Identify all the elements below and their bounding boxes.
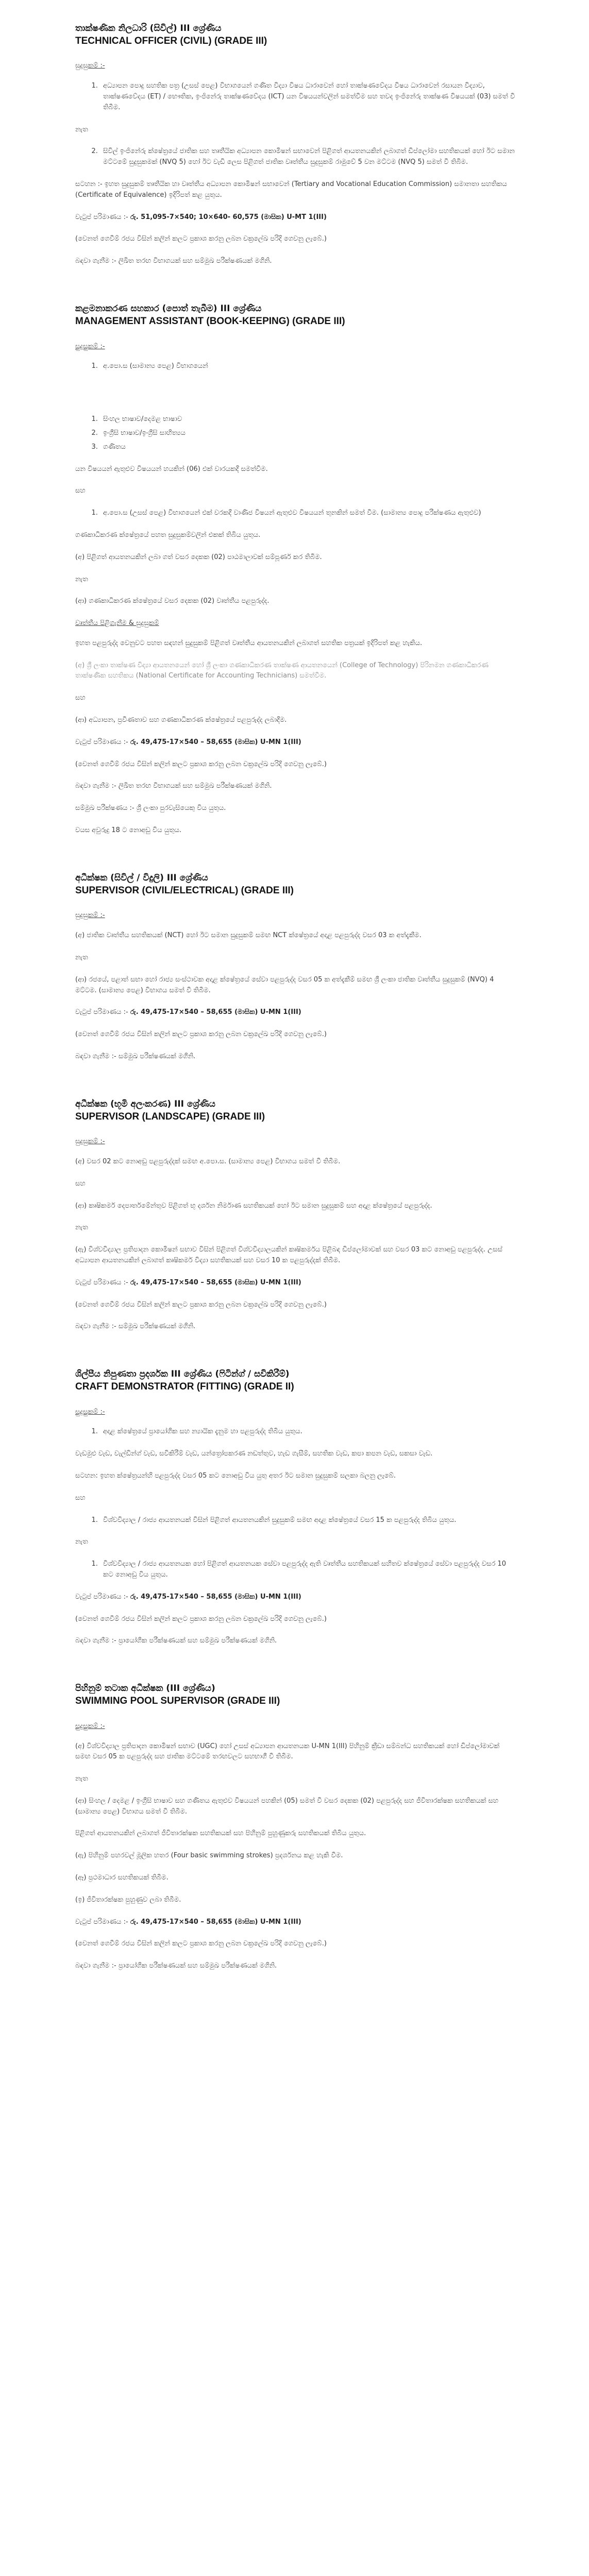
recruitment-note: බඳවා ගැනීම :- ප්‍රායෝගික පරීක්ෂණයක් සහ සම්මුඛ පරීක්ෂණයක් මගිනි.	[75, 1962, 277, 1970]
list-item: 1. අ.පො.ස (සාමාන්‍ය පෙළ) විභාගයෙන්	[100, 361, 515, 372]
paragraph: (ආ) සිංහල / දෙමළ / ඉංග්‍රීසි භාෂාව සහ ගණිතය ඇතුළුව විෂයයන් පහකින් (05) සමත් වී වසර දෙකක (02) පළපුරුද්ද සහ ජීවිතාරක්ෂක සහතිකයක් සහ (සාමාන්‍ය පෙළ) විභාගය සමත් වී තිබීම.	[75, 1797, 499, 1816]
section-title-en: SUPERVISOR (LANDSCAPE) (GRADE III)	[75, 1111, 265, 1122]
salary-line	[75, 737, 515, 748]
list-item: 1. අ.පො.ස (උසස් පෙළ) විභාගයෙන් එක් වරකදී වාණිජ විෂයන් ඇතුළුව විෂයයන් තුනකින් සමත් වීම. (සාමාන්‍ය පොදු පරීක්ෂණය ඇතුළුව)	[100, 508, 515, 519]
recruitment-note: බඳවා ගැනීම :- ලිඛිත තරඟ විභාගයක් සහ සම්මුඛ පරීක්ෂණයක් මගිනි.	[75, 257, 272, 265]
paragraph: ගණකාධිකරණ ක්ෂේත්‍රයේ පහත සුදුසුකම්වලින් එකක් තිබිය යුතුය.	[75, 531, 261, 539]
qualification-list	[75, 361, 515, 372]
section-title-si: ශිල්පීය නිපුණතා ප්‍රදර්ශක III ශ්‍රේණිය (ෆිටින්ග් / සවිකිරීම්)	[75, 1369, 290, 1380]
paragraph: (ඇ) පිහිනුම් පහරවල් මූලික හතර (Four basic swimming strokes) ප්‍රදර්ශනය කළ හැකි වීම.	[75, 1852, 343, 1860]
section-title-si: කළමනාකරණ සහකාර (පොත් තැබීම) III ශ්‍රේණිය	[75, 303, 262, 314]
section-title-si: අධීක්ෂක (සිවිල් / විදුලි) III ශ්‍රේණිය	[75, 872, 208, 883]
paragraph: (අ) ජාතික වෘත්තීය සහතිකයක් (NCT) හෝ ඊට සමාන සුදුසුකම් සමඟ NCT ක්ෂේත්‍රයේ අදාළ පළපුරුද්ද වසර 03 ක අත්දැකීම.	[75, 931, 422, 940]
salary-value: රු. 51,095-7×540; 10×640- 60,575 (මාසික) U-MT 1(III)	[130, 213, 327, 221]
or-text: නැත	[75, 1775, 88, 1783]
or-text: නැත	[75, 1224, 88, 1232]
payment-note: (වෙනත් ගෙවීම් රජය විසින් කලින් කලට ප්‍රකාශ කරනු ලබන චක්‍රලේඛ පරිදි ගෙවනු ලැබේ.)	[75, 1940, 327, 1948]
paragraph: (ඉ) ජීවිතාරක්ෂක පුහුණුව ලබා තිබීම.	[75, 1895, 181, 1904]
recruitment-note: බඳවා ගැනීම :- සම්මුඛ පරීක්ෂණයක් මගිනි.	[75, 1052, 196, 1060]
payment-note: (වෙනත් ගෙවීම් රජය විසින් කලින් කලට ප්‍රකාශ කරනු ලබන චක්‍රලේඛ පරිදි ගෙවනු ලැබේ.)	[75, 1615, 327, 1623]
section-title-en: SUPERVISOR (CIVIL/ELECTRICAL) (GRADE III)	[75, 885, 294, 896]
salary-label: වැටුප් පරිමාණය :-	[75, 213, 128, 221]
qualifications-label: සුදුසුකම් :-	[75, 1138, 105, 1146]
paragraph: (ඈ) ප්‍රථමාධාර සහතිකයක් තිබීම.	[75, 1874, 169, 1882]
paragraph: (ආ) රජයේ, පළාත් සභා හෝ රාජ්‍ය සංස්ථාවක අදාළ ක්ෂේත්‍රයේ සේවා පළපුරුද්ද වසර 05 ක අත්දැකීම් සමඟ ශ්‍රී ලංකා ජාතික වෘත්තීය සුදුසුකම් (NVQ) 4 මට්ටම. (සාමාන්‍ය පෙළ) විභාගය සමත් වී තිබීම.	[75, 975, 494, 994]
salary-value: රු. 49,475-17×540 – 58,655 (මාසික) U-MN 1(III)	[130, 738, 301, 746]
or-text: සහ	[75, 1494, 86, 1502]
list-item: 1. අධ්‍යාපන පොදු සහතික පත්‍ර (උසස් පෙළ) විභාගයෙන් ගණිත විද්‍යා විෂය ධාරාවෙන් හෝ තාක්ෂණවේදය විෂය ධාරාවෙන් රසායන විද්‍යාව, තාක්ෂණවේදය (ET) / භෞතික, ඉංජිනේරු තාක්ෂණවේදය (ICT) යන විෂයයන්වලින් සමත්වීම සහ තවද ඉංජිනේරු තාක්ෂණ විෂයයක් (03) සමත් වී තිබීම.	[100, 81, 515, 113]
paragraph: සටහන: ඉහත ක්ෂේත්‍රයන්හි පළපුරුද්ද වසර 05 කට නොඅඩු විය යුතු අතර ඊට සමාන සුදුසුකම් සලකා බලනු ලැබේ.	[75, 1472, 396, 1480]
paragraph: (අ) ශ්‍රී ලංකා තාක්ෂණ විද්‍යා ආයතනයෙන් හෝ ශ්‍රී ලංකා ගණකාධිකරණ තාක්ෂණ ආයතනයෙන් (College of Technology) පිරිනමන ගණකාධිකරණ තාක්ෂණික සහතිකය (National Certificate for Accounting Technicians) සමත්වීම.	[75, 661, 489, 680]
paragraph: ඉහත පළපුරුද්ද වෙනුවට පහත සඳහන් සුදුසුකම් පිළිගත් වෘත්තීය ආයතනයකින් ලබාගත් සහතික පත්‍රයක් ඉදිරිපත් කළ හැකිය.	[75, 639, 423, 647]
or-text: නැත	[75, 575, 88, 583]
section-supervisor-landscape	[75, 1098, 515, 1332]
salary-line	[75, 1917, 515, 1928]
qualifications-label: සුදුසුකම් :-	[75, 62, 105, 70]
payment-note: (වෙනත් ගෙවීම් රජය විසින් කලින් කලට ප්‍රකාශ කරනු ලබන චක්‍රලේඛ පරිදි ගෙවනු ලැබේ.)	[75, 235, 327, 243]
section-title-si: අධීක්ෂක (භූමි අලංකරණ) III ශ්‍රේණිය	[75, 1098, 215, 1109]
list-item: 2. සිවිල් ඉංජිනේරු ක්ෂේත්‍රයේ ජාතික සහ තෘතීයික අධ්‍යාපන කොමිෂන් සභාවෙන් පිළිගත් ආයතනයකින් ලබාගත් ඩිප්ලෝමා සහතිකයක් හෝ ඊට සමාන මට්ටමේ සුදුසුකමක් (NVQ 5) හෝ ඊට වැඩි ලෙස පිළිගත් ජාතික වෘත්තීය සුදුසුකම් රාමුවේ 5 වන මට්ටම (NVQ 5) සමත් වී තිබීම.	[100, 146, 515, 168]
section-title-si: තාක්ෂණික නිලධාරි (සිවිල්) III ශ්‍රේණිය	[75, 23, 222, 33]
payment-note: (වෙනත් ගෙවීම් රජය විසින් කලින් කලට ප්‍රකාශ කරනු ලබන චක්‍රලේඛ පරිදි ගෙවනු ලැබේ.)	[75, 760, 327, 768]
salary-line	[75, 212, 515, 223]
salary-line	[75, 1592, 515, 1603]
salary-value: රු. 49,475-17×540 – 58,655 (මාසික) U-MN 1(III)	[130, 1008, 301, 1016]
paragraph: වැඩමුළු වැඩ, වැල්ඩින්ග් වැඩ, සවිකිරීම් වැඩ, යන්ත්‍රෝපකරණ නඩත්තුව, හැඩ ගැසීම්, සහතික වැඩ, කපා කපන වැඩ, සකසා වැඩ.	[75, 1450, 433, 1458]
qualification-list	[75, 1515, 515, 1526]
qualifications-label: සුදුසුකම් :-	[75, 911, 105, 920]
section-title-si: පිහිනුම් තටාක අධීක්ෂක (III ශ්‍රේණිය)	[75, 1683, 215, 1694]
section-technical-officer	[75, 23, 515, 267]
salary-label: වැටුප් පරිමාණය :-	[75, 1008, 128, 1016]
section-title-en: SWIMMING POOL SUPERVISOR (GRADE III)	[75, 1696, 280, 1707]
paragraph: (අ) වසර 02 කට නොඅඩු පළපුරුද්දක් සමඟ අ.පො.ස. (සාමාන්‍ය පෙළ) විභාගය සමත් වී තිබීම.	[75, 1158, 341, 1165]
or-text: නැත	[75, 1538, 88, 1546]
paragraph: යන විෂයයන් ඇතුළුව විෂයයන් හයකින් (06) එක් වාරයකදී සමත්වීම.	[75, 465, 268, 473]
section-management-assistant	[75, 303, 515, 836]
qualification-list	[75, 81, 515, 113]
qualifications-label: සුදුසුකම් :-	[75, 1722, 105, 1730]
qualification-list	[75, 1427, 515, 1437]
recruitment-note: බඳවා ගැනීම :- සම්මුඛ පරීක්ෂණයක් මගිනි.	[75, 1323, 196, 1331]
section-craft-demonstrator	[75, 1368, 515, 1647]
paragraph: (අ) පිළිගත් ආයතනයකින් ලබා ගත් වසර දෙකක (02) පාඨමාලාවක් සම්පූර්ණ කර තිබීම.	[75, 553, 322, 561]
qualification-list	[75, 508, 515, 519]
salary-label: වැටුප් පරිමාණය :-	[75, 1278, 128, 1286]
payment-note: (වෙනත් ගෙවීම් රජය විසින් කලින් කලට ප්‍රකාශ කරනු ලබන චක්‍රලේඛ පරිදි ගෙවනු ලැබේ.)	[75, 1300, 327, 1309]
salary-label: වැටුප් පරිමාණය :-	[75, 738, 128, 746]
payment-note: (වෙනත් ගෙවීම් රජය විසින් කලින් කලට ප්‍රකාශ කරනු ලබන චක්‍රලේඛ පරිදි ගෙවනු ලැබේ.)	[75, 1030, 327, 1039]
list-item: 1. විශ්වවිද්‍යාල / රාජ්‍ය ආයතනයක් විසින් පිළිගත් ආයතනයකින් සුදුසුකම් සමඟ අදාළ ක්ෂේත්‍රයේ වසර 15 ක පළපුරුද්ද තිබිය යුතුය.	[100, 1515, 515, 1526]
section-supervisor-civil	[75, 872, 515, 1062]
or-text: සහ	[75, 487, 86, 495]
age-note: වයස අවුරුදු 18 ට නොඅඩු විය යුතුය.	[75, 826, 182, 835]
paragraph: (ආ) අධ්‍යාපන, ප්‍රවීණතාව සහ ගණකාධිකරණ ක්ෂේත්‍රයේ පළපුරුද්ද ලබාදීම.	[75, 716, 287, 724]
salary-value: රු. 49,475-17×540 – 58,655 (මාසික) U-MN 1(III)	[130, 1278, 301, 1286]
salary-value: රු. 49,475-17×540 – 58,655 (මාසික) U-MN 1(III)	[130, 1592, 301, 1601]
equivalence-note: සටහන :- ඉහත සුදුසුකම් තෘතීයික හා වෘත්තීය අධ්‍යාපන කොමිෂන් සභාවෙන් (Tertiary and Vocational Education Commission) සමානතා සහතිකය (Certificate of Equivalence) ඉදිරිපත් කළ යුතුය.	[75, 180, 507, 199]
list-item: 3. ගණිතය	[100, 442, 515, 453]
or-text: නැත	[75, 953, 88, 961]
qualifications-label: සුදුසුකම් :-	[75, 1408, 105, 1416]
qualifications-label: සුදුසුකම් :-	[75, 342, 105, 350]
qualification-list	[75, 1559, 515, 1581]
paragraph: පිළිගත් ආයතනයකින් ලබාගත් ජීවිතාරක්ෂක සහතිකයක් සහ පිහිනුම් පුහුණුකරු සහතිකයක් තිබිය යුතුය.	[75, 1829, 366, 1838]
list-item: 2. ඉංග්‍රීසි භාෂාව/ඉංග්‍රීසි සාහිත්‍යය	[100, 428, 515, 439]
salary-label: වැටුප් පරිමාණය :-	[75, 1592, 128, 1601]
section-title-en: TECHNICAL OFFICER (CIVIL) (GRADE III)	[75, 35, 267, 46]
salary-line	[75, 1278, 515, 1289]
salary-label: වැටුප් පරිමාණය :-	[75, 1918, 128, 1926]
section-title-en: CRAFT DEMONSTRATOR (FITTING) (GRADE II)	[75, 1381, 294, 1392]
paragraph: (අ) විශ්වවිද්‍යාල ප්‍රතිපාදන කොමිෂන් සභාව (UGC) හෝ උසස් අධ්‍යාපන ආයතනයක U-MN 1(III) පිහිනුම් ක්‍රීඩා සම්බන්ධ සහතිකයක් හෝ ඩිප්ලෝමාවක් සමඟ වසර 05 ක පළපුරුද්ද සහ ජාතික මට්ටමේ තරඟවලට සහභාගී වී තිබීම.	[75, 1742, 499, 1761]
or-text: සහ	[75, 694, 86, 702]
salary-line	[75, 1007, 515, 1018]
paragraph: (ආ) කෘෂිකර්ම දෙපාර්තමේන්තුව පිළිගත් භූ දර්ශන නිර්මාණ සහතිකයක් හෝ ඊට සමාන සුදුසුකම් සහ අදාළ ක්ෂේත්‍රයේ පළපුරුද්ද.	[75, 1201, 432, 1210]
paragraph: (ආ) ගණකාධිකරණ ක්ෂේත්‍රයේ වසර දෙකක (02) වෘත්තීය පළපුරුද්ද.	[75, 597, 270, 605]
or-text: සහ	[75, 1179, 86, 1188]
list-item: 1. අදාළ ක්ෂේත්‍රයේ ප්‍රායෝගික සහ න්‍යායික දැනුම හා පළපුරුද්ද තිබිය යුතුය.	[100, 1427, 515, 1437]
list-item: 1. සිංහල භාෂාව/දෙමළ භාෂාව	[100, 414, 515, 425]
section-title-en: MANAGEMENT ASSISTANT (BOOK-KEEPING) (GRADE III)	[75, 315, 345, 327]
or-text: නැත	[75, 125, 88, 133]
paragraph: (ඇ) විශ්වවිද්‍යාල ප්‍රතිපාදන කොමිෂන් සභාව විසින් පිළිගත් විශ්වවිද්‍යාලයකින් කෘෂිකර්මය පිළිබඳ ඩිප්ලෝමාවක් සහ වසර 03 කට නොඅඩු පළපුරුද්ද. උසස් අධ්‍යාපන ආයතනයකින් ලබාගත් කෘෂිකර්ම විද්‍යා සහතිකයක් සහ වසර 10 ක පළපුරුද්දක් තිබීම.	[75, 1246, 502, 1264]
salary-value: රු. 49,475-17×540 – 58,655 (මාසික) U-MN 1(III)	[130, 1918, 301, 1926]
recruitment-note: බඳවා ගැනීම :- ප්‍රායෝගික පරීක්ෂණයක් සහ සම්මුඛ පරීක්ෂණයක් මගිනි.	[75, 1637, 277, 1645]
recruitment-note: බඳවා ගැනීම :- ලිඛිත තරඟ විභාගයක් සහ සම්මුඛ පරීක්ෂණයක් මගිනි.	[75, 782, 272, 790]
spacer	[75, 383, 515, 414]
subject-list	[75, 414, 515, 452]
qualification-list	[75, 146, 515, 168]
subheading: වෘත්තීය පිළිගැනීම & සුදුසුකම්	[75, 619, 159, 628]
section-swimming-pool-supervisor	[75, 1683, 515, 1972]
citizenship-note: සම්මුඛ පරීක්ෂණය :- ශ්‍රී ලංකා පුරවැසියෙකු විය යුතුය.	[75, 804, 226, 812]
list-item: 1. විශ්වවිද්‍යාල / රාජ්‍ය ආයතනයක හෝ පිළිගත් ආයතනයක සේවා පළපුරුද්ද ඇති වෘත්තීය සහතිකයක් සහිතව ක්ෂේත්‍රයේ සේවා පළපුරුද්ද වසර 10 කට නොඅඩු විය යුතුය.	[100, 1559, 515, 1581]
